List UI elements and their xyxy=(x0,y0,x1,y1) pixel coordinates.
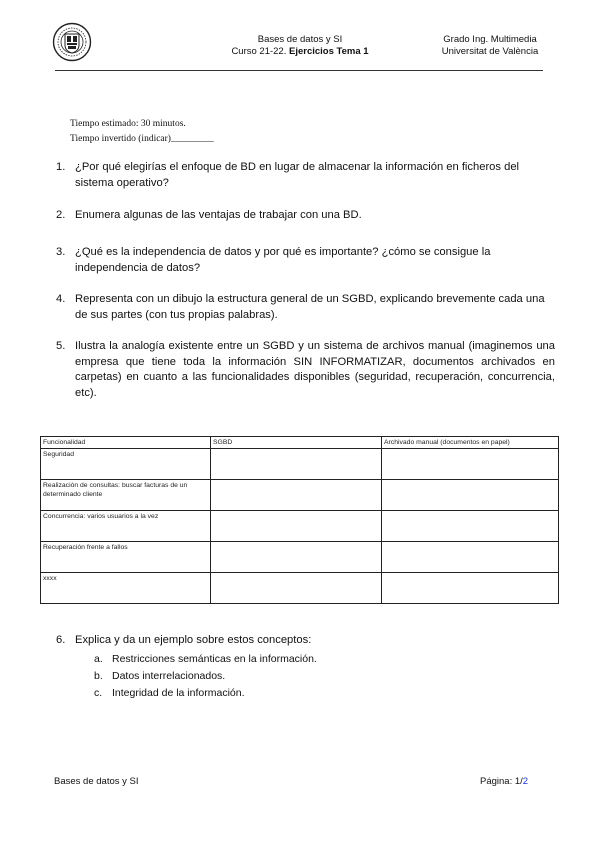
subitem-b-letter: b. xyxy=(94,670,103,682)
question-2-text: Enumera algunas de las ventajas de trabajar con una BD. xyxy=(75,209,362,221)
footer-page xyxy=(480,776,528,787)
table-cell-sgbd xyxy=(211,511,382,542)
subitem-c-letter: c. xyxy=(94,687,103,699)
table-header-cell: Funcionalidad xyxy=(41,437,211,449)
question-5-text: Ilustra la analogía existente entre un SGBD y un sistema de archivos manual (imaginemos una empresa que tiene toda la información SIN INFORMATIZAR, documentos archivados en carpetas) en cuanto a las funcionalidades disponibles (seguridad, recuperación, concurrencia, etc). xyxy=(75,340,555,399)
subitem-a-text: Restricciones semánticas en la información. xyxy=(112,653,317,665)
header-degree: Grado Ing. Multimedia xyxy=(443,34,537,45)
university-seal-logo xyxy=(52,22,92,62)
table-cell-manual xyxy=(382,542,559,573)
question-1-text: ¿Por qué elegirías el enfoque de BD en lugar de almacenar la información en ficheros del sistema operativo? xyxy=(75,161,520,189)
table-row xyxy=(41,542,559,573)
table-row-label: Concurrencia: varios usuarios a la vez xyxy=(41,511,211,542)
question-4-number: 4. xyxy=(56,293,66,305)
subitem-c-text: Integridad de la información. xyxy=(112,687,245,699)
table-header-cell: SGBD xyxy=(211,437,382,449)
table-header-row xyxy=(41,437,559,449)
table-row xyxy=(41,511,559,542)
header-year-prefix: Curso 21-22. xyxy=(231,46,289,57)
table-cell-sgbd xyxy=(211,542,382,573)
table-row-label: Seguridad xyxy=(41,449,211,480)
table-row-label: xxxx xyxy=(41,573,211,604)
question-6-number: 6. xyxy=(56,634,66,646)
header-right xyxy=(415,34,565,58)
question-3-number: 3. xyxy=(56,246,66,258)
question-5-number: 5. xyxy=(56,340,66,352)
header-university: Universitat de València xyxy=(441,46,539,57)
footer-course: Bases de datos y SI xyxy=(54,776,139,787)
header-center xyxy=(200,34,400,58)
table-cell-manual xyxy=(382,449,559,480)
table-cell-sgbd xyxy=(211,449,382,480)
question-1-number: 1. xyxy=(56,161,66,173)
table-cell-manual xyxy=(382,573,559,604)
question-6-text: Explica y da un ejemplo sobre estos conceptos: xyxy=(75,634,312,646)
functionality-table xyxy=(40,436,559,604)
header-year-title: Ejercicios Tema 1 xyxy=(289,46,369,57)
table-row-label: Recuperación frente a fallos xyxy=(41,542,211,573)
table-row xyxy=(41,449,559,480)
invested-time: Tiempo invertido (indicar)_________ xyxy=(70,134,214,144)
header-year xyxy=(200,46,400,58)
question-4-text: Representa con un dibujo la estructura general de un SGBD, explicando brevemente cada una de sus partes (con tus propias palabras). xyxy=(75,293,545,321)
table-cell-manual xyxy=(382,480,559,511)
table-row-label: Realización de consultas: buscar facturas de un determinado cliente xyxy=(41,480,211,511)
table-row xyxy=(41,480,559,511)
table-row xyxy=(41,573,559,604)
subitem-b-text: Datos interrelacionados. xyxy=(112,670,226,682)
header-course: Bases de datos y SI xyxy=(257,34,343,45)
table-cell-sgbd xyxy=(211,480,382,511)
footer-page-label: Página: 1/ xyxy=(480,776,523,787)
estimated-time: Tiempo estimado: 30 minutos. xyxy=(70,119,186,129)
footer-page-total: 2 xyxy=(522,776,529,787)
table-cell-sgbd xyxy=(211,573,382,604)
question-3-text: ¿Qué es la independencia de datos y por qué es importante? ¿cómo se consigue la independencia de datos? xyxy=(75,246,491,274)
table-cell-manual xyxy=(382,511,559,542)
subitem-a-letter: a. xyxy=(94,653,103,665)
table-header-cell: Archivado manual (documentos en papel) xyxy=(382,437,559,449)
time-info xyxy=(70,117,214,147)
header-divider xyxy=(55,70,543,71)
question-2-number: 2. xyxy=(56,209,66,221)
